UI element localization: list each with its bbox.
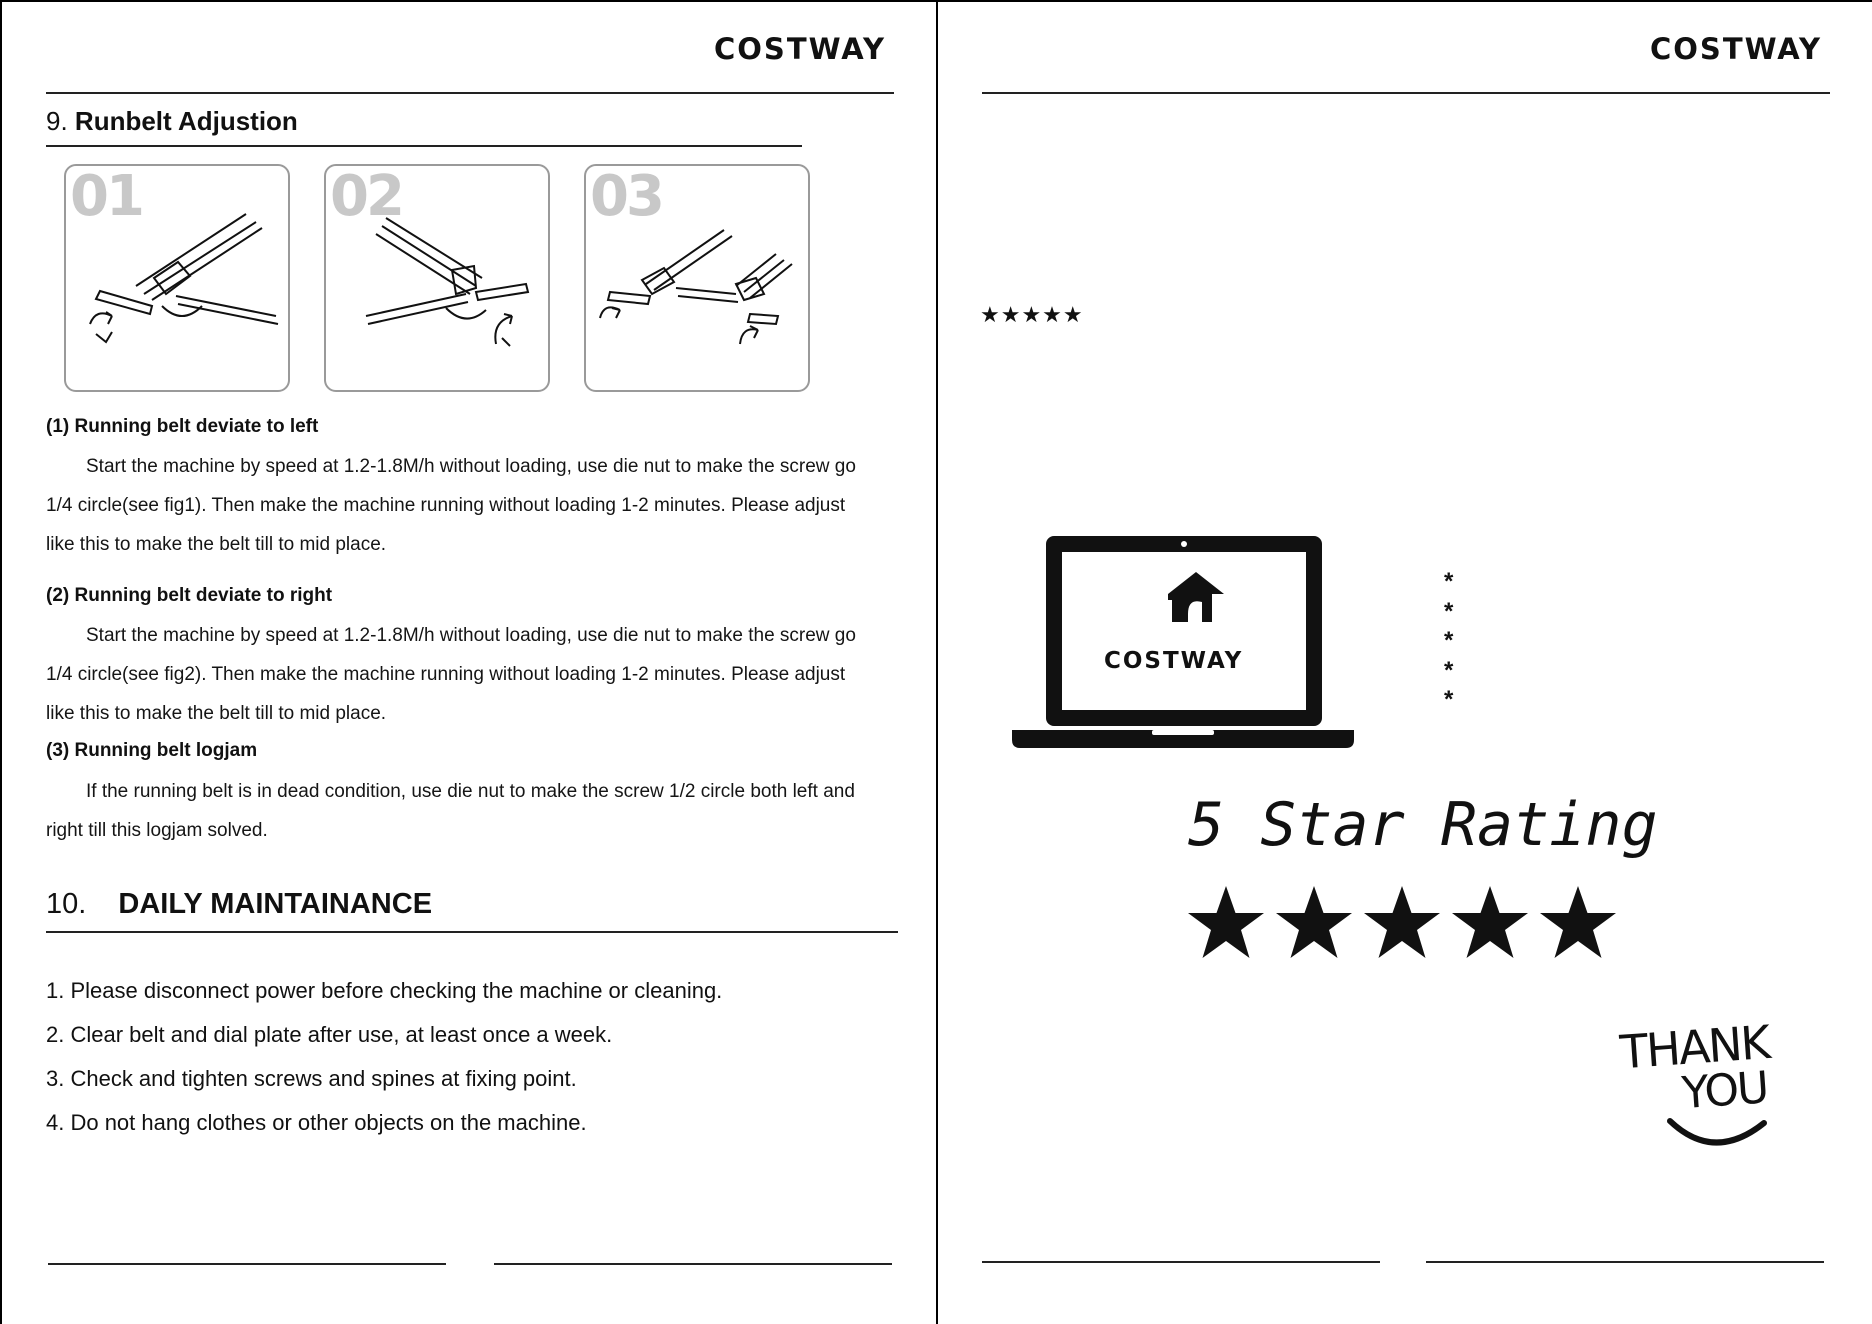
small-star-rating: ★★★★★	[980, 302, 1084, 327]
star-icon	[1452, 886, 1528, 958]
footer-rule-left	[48, 1263, 446, 1265]
adjust-3-body	[46, 772, 906, 850]
figure-03	[584, 164, 810, 392]
rating-title: 5 Star Rating	[1188, 790, 1658, 860]
treadmill-both-sides-icon	[586, 166, 810, 392]
footer-rule-left	[982, 1261, 1380, 1263]
asterisk-5: *	[1444, 686, 1454, 713]
star-icon	[1188, 886, 1264, 958]
section-10-title	[46, 888, 432, 921]
costway-logo: COSTWAY	[714, 32, 886, 66]
footer-rule-right	[494, 1263, 892, 1265]
section-9-rule	[46, 145, 802, 147]
section-10-rule	[46, 931, 898, 933]
laptop-screen-logo: COSTWAY	[1104, 648, 1244, 674]
figure-01-number: 01	[70, 164, 142, 229]
five-star-rating	[1186, 880, 1622, 964]
section-9-number: 9.	[46, 106, 68, 136]
adjust-1-line-1: Start the machine by speed at 1.2-1.8M/h without loading, use die nut to make the screw go	[86, 456, 856, 477]
laptop-icon	[1012, 536, 1354, 750]
maintenance-item: 3. Check and tighten screws and spines at fixing point.	[46, 1066, 577, 1091]
section-10-heading: DAILY MAINTAINANCE	[118, 888, 433, 920]
maintenance-item: 1. Please disconnect power before checking the machine or cleaning.	[46, 978, 723, 1003]
adjust-2-line-2: 1/4 circle(see fig2). Then make the machine running without loading 1-2 minutes. Please adjust	[46, 664, 846, 685]
star-icon	[1364, 886, 1440, 958]
star-icon	[1276, 886, 1352, 958]
adjust-3-heading: (3) Running belt logjam	[46, 740, 258, 761]
adjust-1-line-3: like this to make the belt till to mid place.	[46, 534, 387, 555]
section-9-heading: Runbelt Adjustion	[74, 106, 298, 136]
asterisk-1: *	[1444, 568, 1454, 595]
footer-rule-right	[1426, 1261, 1824, 1263]
adjust-3-line-2: right till this logjam solved.	[46, 820, 268, 841]
figure-02	[324, 164, 550, 392]
asterisk-2: *	[1444, 598, 1454, 625]
maintenance-list	[46, 969, 722, 1145]
asterisk-3: *	[1444, 627, 1454, 654]
header-rule	[46, 92, 894, 94]
treadmill-rear-right-icon	[326, 166, 550, 392]
adjust-2-line-1: Start the machine by speed at 1.2-1.8M/h without loading, use die nut to make the screw go	[86, 625, 856, 646]
adjust-1-body	[46, 447, 906, 564]
treadmill-rear-left-icon	[66, 166, 290, 392]
header-rule	[982, 92, 1830, 94]
adjust-1-heading: (1) Running belt deviate to left	[46, 416, 319, 437]
figure-03-number: 03	[590, 164, 662, 229]
thank-you-note	[1618, 1015, 1774, 1158]
costway-logo: COSTWAY	[1650, 32, 1822, 66]
adjust-3-line-1: If the running belt is in dead condition, use die nut to make the screw 1/2 circle both left and	[86, 781, 855, 802]
adjust-2-heading: (2) Running belt deviate to right	[46, 585, 333, 606]
smile-icon	[1664, 1113, 1774, 1153]
adjust-2-line-3: like this to make the belt till to mid place.	[46, 703, 387, 724]
figure-02-number: 02	[330, 164, 402, 229]
section-10-number: 10.	[46, 888, 87, 920]
thank-you-line-1: THANK	[1618, 1015, 1771, 1080]
thank-you-line-2: YOU	[1680, 1062, 1769, 1120]
maintenance-item: 2. Clear belt and dial plate after use, at least once a week.	[46, 1022, 613, 1047]
maintenance-item: 4. Do not hang clothes or other objects on the machine.	[46, 1110, 587, 1135]
star-icon	[1540, 886, 1616, 958]
section-9-title	[46, 106, 298, 137]
adjust-1-line-2: 1/4 circle(see fig1). Then make the machine running without loading 1-2 minutes. Please adjust	[46, 495, 846, 516]
asterisk-4: *	[1444, 657, 1454, 684]
adjust-2-body	[46, 616, 906, 733]
figure-01	[64, 164, 290, 392]
